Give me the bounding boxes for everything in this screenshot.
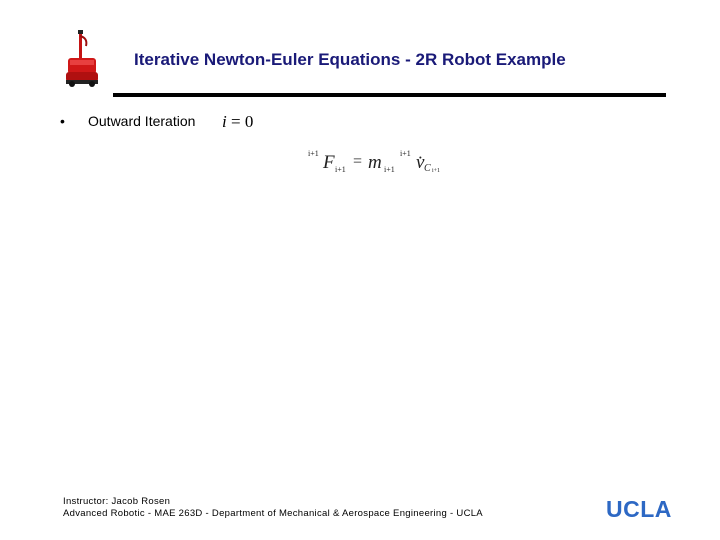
lhs-symbol: F xyxy=(323,152,335,173)
accel-sub-subscript: i+1 xyxy=(432,168,441,174)
ucla-logo: UCLA xyxy=(606,496,672,522)
mass-symbol: m xyxy=(368,152,382,173)
footer-course: Advanced Robotic - MAE 263D - Department of Mechanical & Aerospace Engineering - UCLA xyxy=(63,508,483,519)
title-divider xyxy=(113,93,666,97)
bullet-marker: • xyxy=(60,113,65,129)
condition-operator: = xyxy=(230,112,241,131)
condition-value: 0 xyxy=(244,112,254,131)
condition-variable: i xyxy=(222,112,227,131)
lhs-superscript: i+1 xyxy=(308,149,319,158)
bullet-text: Outward Iteration xyxy=(88,113,196,129)
equals-sign: = xyxy=(353,153,363,170)
footer xyxy=(63,496,483,520)
mass-subscript: i+1 xyxy=(384,165,395,174)
accel-superscript: i+1 xyxy=(400,149,411,158)
condition-equation xyxy=(222,112,253,132)
lhs-subscript: i+1 xyxy=(335,165,346,174)
accel-symbol: v̇ xyxy=(416,152,425,173)
force-equation xyxy=(306,147,456,177)
accel-subscript: C xyxy=(424,163,431,174)
slide-title: Iterative Newton-Euler Equations - 2R Robot Example xyxy=(134,50,566,69)
footer-instructor: Instructor: Jacob Rosen xyxy=(63,496,171,507)
robot-logo-icon xyxy=(60,28,102,88)
